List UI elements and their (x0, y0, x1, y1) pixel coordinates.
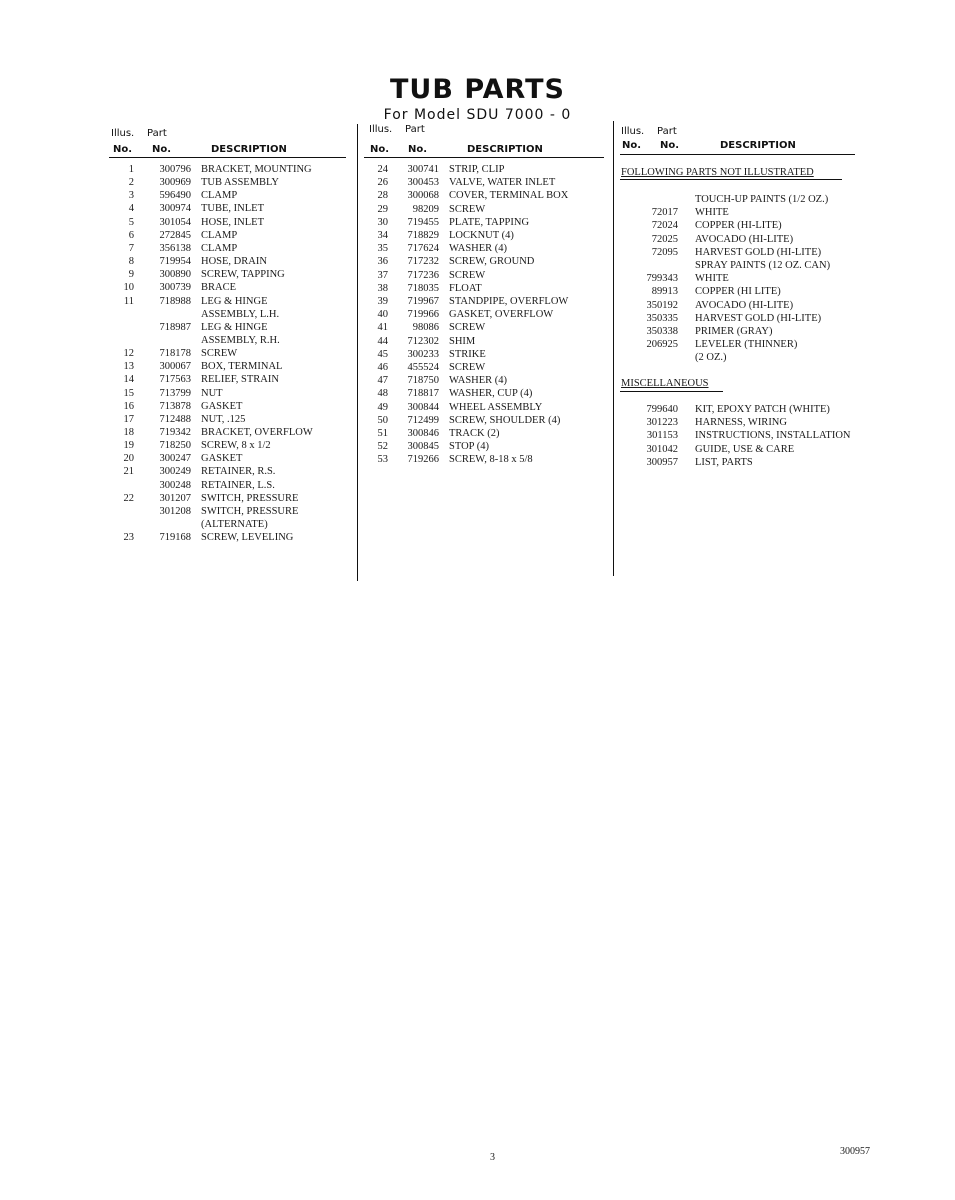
illus-number: 12 (123, 348, 134, 360)
table-row (112, 281, 347, 294)
part-number: 719966 (407, 309, 439, 321)
table-row (630, 403, 870, 416)
table-row (366, 229, 606, 242)
illus-number: 46 (377, 362, 388, 373)
illus-number: 4 (128, 203, 134, 215)
illus-number: 35 (377, 243, 388, 255)
illus-no-header: No. (113, 144, 133, 155)
part-number: 98209 (412, 203, 439, 215)
part-number: 718829 (407, 230, 439, 241)
illus-number: 15 (123, 387, 134, 399)
part-description: SCREW, LEVELING (201, 532, 294, 544)
part-description: SCREW, 8 x 1/2 (201, 440, 271, 452)
table-row (366, 242, 606, 255)
part-number: 89913 (651, 286, 678, 298)
part-number: 717236 (407, 269, 439, 281)
part-description: (2 OZ.) (695, 352, 727, 364)
part-number: 72024 (651, 220, 678, 232)
part-number: 301208 (159, 505, 191, 517)
table-row (112, 413, 347, 426)
table-row (112, 518, 347, 531)
description-header: DESCRIPTION (467, 144, 543, 155)
illus-number: 5 (128, 216, 134, 228)
illus-number: 44 (377, 335, 388, 347)
table-row (366, 335, 606, 348)
part-number: 300890 (159, 269, 191, 281)
part-number: 712499 (407, 414, 439, 426)
part-description: NUT, .125 (201, 413, 246, 425)
illus-number: 41 (377, 322, 388, 334)
table-row (112, 479, 347, 492)
table-row (112, 255, 347, 268)
part-number: 300845 (407, 441, 439, 453)
part-description: WHEEL ASSEMBLY (449, 401, 543, 413)
part-description: SCREW (449, 269, 486, 281)
part-description: RELIEF, STRAIN (201, 374, 279, 386)
illus-number: 53 (377, 454, 388, 466)
table-row (366, 427, 606, 440)
illus-number: 47 (377, 375, 388, 387)
illus-number: 7 (128, 242, 134, 254)
table-row (630, 429, 870, 442)
part-number: 300846 (407, 428, 439, 439)
part-description: WHITE (695, 207, 729, 219)
table-row (366, 203, 606, 216)
part-number: 719266 (407, 454, 439, 466)
part-number: 300796 (159, 164, 191, 175)
part-number: 719342 (159, 427, 191, 438)
illus-number: 34 (377, 230, 388, 241)
section-rule (620, 391, 723, 392)
illus-number: 24 (377, 164, 388, 175)
part-description: LEG & HINGE (201, 295, 268, 307)
part-description: SCREW (449, 322, 486, 334)
illus-number: 40 (377, 309, 388, 321)
part-number: 300453 (407, 177, 439, 189)
part-number: 300067 (159, 361, 191, 373)
table-row (112, 400, 347, 413)
section-not-illustrated-title: FOLLOWING PARTS NOT ILLUSTRATED (621, 167, 814, 178)
table-row (366, 348, 606, 361)
illus-number: 39 (377, 296, 388, 307)
table-row (112, 505, 347, 518)
part-description: HARVEST GOLD (HI-LITE) (695, 246, 822, 258)
table-row (366, 387, 606, 400)
part-number: 301223 (646, 417, 678, 429)
part-description: SWITCH, PRESSURE (201, 505, 299, 517)
part-description: CLAMP (201, 229, 238, 241)
part-number: 718250 (159, 440, 191, 452)
column-divider (357, 124, 358, 581)
part-description: COPPER (HI-LITE) (695, 220, 782, 232)
part-description: SCREW, TAPPING (201, 269, 285, 281)
part-header: Part (147, 128, 167, 139)
illus-number: 17 (123, 413, 134, 425)
part-number: 98086 (412, 322, 439, 334)
table-row (112, 452, 347, 465)
table-row (630, 193, 870, 206)
table-row (630, 233, 870, 246)
part-description: TUBE, INLET (201, 203, 264, 215)
illus-number: 49 (377, 401, 388, 413)
table-row (630, 351, 870, 364)
table-row (112, 373, 347, 386)
part-description: WASHER (4) (449, 243, 508, 255)
part-description: VALVE, WATER INLET (449, 177, 556, 189)
part-number: 300957 (646, 456, 678, 468)
table-row (630, 272, 870, 285)
table-row (112, 176, 347, 189)
part-description: FLOAT (449, 282, 482, 294)
table-row (112, 439, 347, 452)
illus-number: 8 (128, 256, 134, 268)
document-number: 300957 (840, 1146, 870, 1157)
table-row (630, 338, 870, 351)
part-description: BRACKET, MOUNTING (201, 164, 312, 175)
table-row (630, 299, 870, 312)
part-number: 799640 (646, 404, 678, 415)
table-row (112, 347, 347, 360)
table-row (366, 440, 606, 453)
table-row (630, 312, 870, 325)
illus-number: 48 (377, 388, 388, 400)
illus-number: 13 (123, 361, 134, 373)
part-number: 350192 (646, 299, 678, 311)
part-description: SPRAY PAINTS (12 OZ. CAN) (695, 260, 831, 271)
part-number: 455524 (407, 362, 439, 373)
part-number: 300969 (159, 177, 191, 189)
table-row (366, 308, 606, 321)
part-number: 717563 (159, 374, 191, 386)
part-description: ASSEMBLY, L.H. (201, 308, 280, 320)
part-number: 350338 (646, 326, 678, 337)
part-description: LEG & HINGE (201, 321, 268, 333)
part-description: PRIMER (GRAY) (695, 326, 773, 337)
part-description: TOUCH-UP PAINTS (1/2 OZ.) (695, 194, 829, 205)
part-number: 301054 (159, 216, 191, 228)
table-row (630, 443, 870, 456)
illus-header: Illus. (621, 126, 645, 137)
illus-number: 28 (377, 190, 388, 202)
part-description: HARNESS, WIRING (695, 417, 787, 429)
part-number: 301153 (646, 430, 678, 442)
table-row (630, 259, 870, 272)
part-number: 301042 (646, 443, 678, 455)
table-row (630, 325, 870, 338)
part-description: RETAINER, L.S. (201, 479, 275, 491)
part-number: 272845 (159, 229, 191, 241)
part-header: Part (405, 124, 425, 135)
part-description: GASKET, OVERFLOW (449, 309, 554, 321)
part-number: 718035 (407, 282, 439, 294)
illus-number: 3 (128, 190, 134, 202)
part-number: 300249 (159, 466, 191, 478)
part-description: STRIKE (449, 348, 486, 360)
table-row (112, 268, 347, 281)
illus-header: Illus. (111, 128, 135, 139)
part-number: 719967 (407, 296, 439, 307)
header-rule (109, 157, 346, 158)
table-row (366, 282, 606, 295)
table-row (112, 465, 347, 478)
part-number: 718178 (159, 348, 191, 360)
part-description: KIT, EPOXY PATCH (WHITE) (695, 404, 830, 415)
illus-number: 10 (123, 282, 134, 294)
section-miscellaneous-title: MISCELLANEOUS (621, 378, 709, 389)
part-description: LEVELER (THINNER) (695, 339, 798, 351)
part-number: 300248 (159, 479, 191, 491)
illus-number: 45 (377, 348, 388, 360)
illus-number: 2 (128, 177, 134, 189)
part-description: INSTRUCTIONS, INSTALLATION (695, 430, 851, 442)
part-number: 719954 (159, 256, 191, 268)
table-row (366, 255, 606, 268)
part-header: Part (657, 126, 677, 137)
part-number: 718817 (407, 388, 439, 400)
part-description: BRACE (201, 282, 237, 294)
part-number: 301207 (159, 492, 191, 504)
part-description: SHIM (449, 335, 476, 347)
part-number: 712488 (159, 413, 191, 425)
illus-number: 14 (123, 374, 134, 386)
part-number: 300974 (159, 203, 191, 215)
part-description: BRACKET, OVERFLOW (201, 427, 313, 438)
part-description: COPPER (HI LITE) (695, 286, 781, 298)
part-number: 206925 (646, 339, 678, 351)
part-description: STRIP, CLIP (449, 164, 505, 175)
table-row (366, 401, 606, 414)
illus-number: 36 (377, 256, 388, 268)
part-description: ASSEMBLY, R.H. (201, 334, 280, 346)
part-description: SCREW, SHOULDER (4) (449, 414, 561, 426)
illus-number: 11 (123, 295, 134, 307)
page-number: 3 (490, 1152, 495, 1163)
part-description: LOCKNUT (4) (449, 230, 514, 241)
illus-number: 29 (377, 203, 388, 215)
part-description: STOP (4) (449, 441, 489, 453)
illus-number: 26 (377, 177, 388, 189)
page-title: TUB PARTS (390, 74, 565, 105)
part-number: 718988 (159, 295, 191, 307)
table-row (366, 163, 606, 176)
part-description: SCREW, 8-18 x 5/8 (449, 454, 533, 466)
part-number: 717232 (407, 256, 439, 268)
part-number: 719168 (159, 532, 191, 544)
illus-number: 51 (377, 428, 388, 439)
part-description: TRACK (2) (449, 428, 500, 439)
part-number: 713878 (159, 400, 191, 412)
table-row (366, 414, 606, 427)
description-header: DESCRIPTION (211, 144, 287, 155)
part-number: 712302 (407, 335, 439, 347)
table-row (112, 308, 347, 321)
table-row (112, 492, 347, 505)
table-row (366, 176, 606, 189)
part-description: AVOCADO (HI-LITE) (695, 299, 794, 311)
part-description: WHITE (695, 273, 729, 285)
illus-header: Illus. (369, 124, 393, 135)
part-description: WASHER (4) (449, 375, 508, 387)
table-row (366, 269, 606, 282)
part-description: (ALTERNATE) (201, 519, 268, 531)
part-number: 596490 (159, 190, 191, 202)
column-divider (613, 121, 614, 576)
table-row (112, 387, 347, 400)
table-row (630, 219, 870, 232)
table-row (366, 453, 606, 466)
part-description: LIST, PARTS (695, 456, 753, 468)
part-number: 72025 (651, 233, 678, 245)
part-description: SCREW (449, 203, 486, 215)
part-number: 300741 (407, 164, 439, 175)
part-number: 300068 (407, 190, 439, 202)
part-description: HARVEST GOLD (HI-LITE) (695, 312, 822, 324)
table-row (112, 163, 347, 176)
part-description: SWITCH, PRESSURE (201, 492, 299, 504)
table-row (630, 416, 870, 429)
table-row (112, 202, 347, 215)
part-description: GUIDE, USE & CARE (695, 443, 795, 455)
illus-number: 9 (128, 269, 134, 281)
illus-number: 52 (377, 441, 388, 453)
table-row (112, 242, 347, 255)
table-row (112, 229, 347, 242)
illus-number: 37 (377, 269, 388, 281)
table-row (630, 285, 870, 298)
part-description: GASKET (201, 400, 243, 412)
part-description: STANDPIPE, OVERFLOW (449, 296, 569, 307)
part-no-header: No. (152, 144, 172, 155)
part-description: BOX, TERMINAL (201, 361, 283, 373)
part-number: 717624 (407, 243, 439, 255)
illus-number: 20 (123, 453, 134, 465)
illus-no-header: No. (370, 144, 390, 155)
table-row (112, 189, 347, 202)
part-description: RETAINER, R.S. (201, 466, 276, 478)
table-row (366, 216, 606, 229)
part-description: SCREW, GROUND (449, 256, 535, 268)
part-number: 713799 (159, 387, 191, 399)
illus-number: 38 (377, 282, 388, 294)
table-row (366, 295, 606, 308)
table-row (112, 321, 347, 334)
section-rule (620, 179, 842, 180)
part-description: NUT (201, 387, 223, 399)
part-number: 356138 (159, 242, 191, 254)
table-row (366, 361, 606, 374)
part-number: 72017 (651, 207, 678, 219)
illus-number: 16 (123, 400, 134, 412)
table-row (366, 189, 606, 202)
illus-number: 6 (128, 229, 134, 241)
part-number: 719455 (407, 216, 439, 228)
illus-number: 19 (123, 440, 134, 452)
description-header: DESCRIPTION (720, 140, 796, 151)
part-number: 799343 (646, 273, 678, 285)
table-row (112, 360, 347, 373)
illus-no-header: No. (622, 140, 642, 151)
part-number: 718987 (159, 321, 191, 333)
table-row (112, 531, 347, 544)
part-number: 718750 (407, 375, 439, 387)
part-description: HOSE, DRAIN (201, 256, 267, 268)
illus-number: 18 (123, 427, 134, 438)
part-description: SCREW (201, 348, 238, 360)
part-number: 72095 (651, 246, 678, 258)
illus-number: 50 (377, 414, 388, 426)
table-row (630, 456, 870, 469)
illus-number: 21 (123, 466, 134, 478)
table-row (366, 374, 606, 387)
table-row (112, 216, 347, 229)
part-no-header: No. (408, 144, 428, 155)
illus-number: 1 (128, 164, 134, 175)
illus-number: 23 (123, 532, 134, 544)
part-number: 300739 (159, 282, 191, 294)
page-subtitle: For Model SDU 7000 - 0 (383, 107, 572, 123)
part-description: WASHER, CUP (4) (449, 388, 533, 400)
part-description: AVOCADO (HI-LITE) (695, 233, 794, 245)
part-number: 300844 (407, 401, 439, 413)
table-row (112, 295, 347, 308)
table-row (366, 321, 606, 334)
part-number: 300247 (159, 453, 191, 465)
header-rule (364, 157, 604, 158)
table-row (112, 334, 347, 347)
table-row (630, 246, 870, 259)
part-description: PLATE, TAPPING (449, 216, 530, 228)
part-description: COVER, TERMINAL BOX (449, 190, 569, 202)
part-description: CLAMP (201, 190, 238, 202)
illus-number: 30 (377, 216, 388, 228)
part-description: CLAMP (201, 242, 238, 254)
part-description: SCREW (449, 362, 486, 373)
table-row (112, 426, 347, 439)
table-row (630, 206, 870, 219)
part-no-header: No. (660, 140, 680, 151)
header-rule (620, 154, 855, 155)
part-description: HOSE, INLET (201, 216, 264, 228)
part-number: 350335 (646, 312, 678, 324)
part-number: 300233 (407, 348, 439, 360)
part-description: GASKET (201, 453, 243, 465)
illus-number: 22 (123, 492, 134, 504)
part-description: TUB ASSEMBLY (201, 177, 280, 189)
